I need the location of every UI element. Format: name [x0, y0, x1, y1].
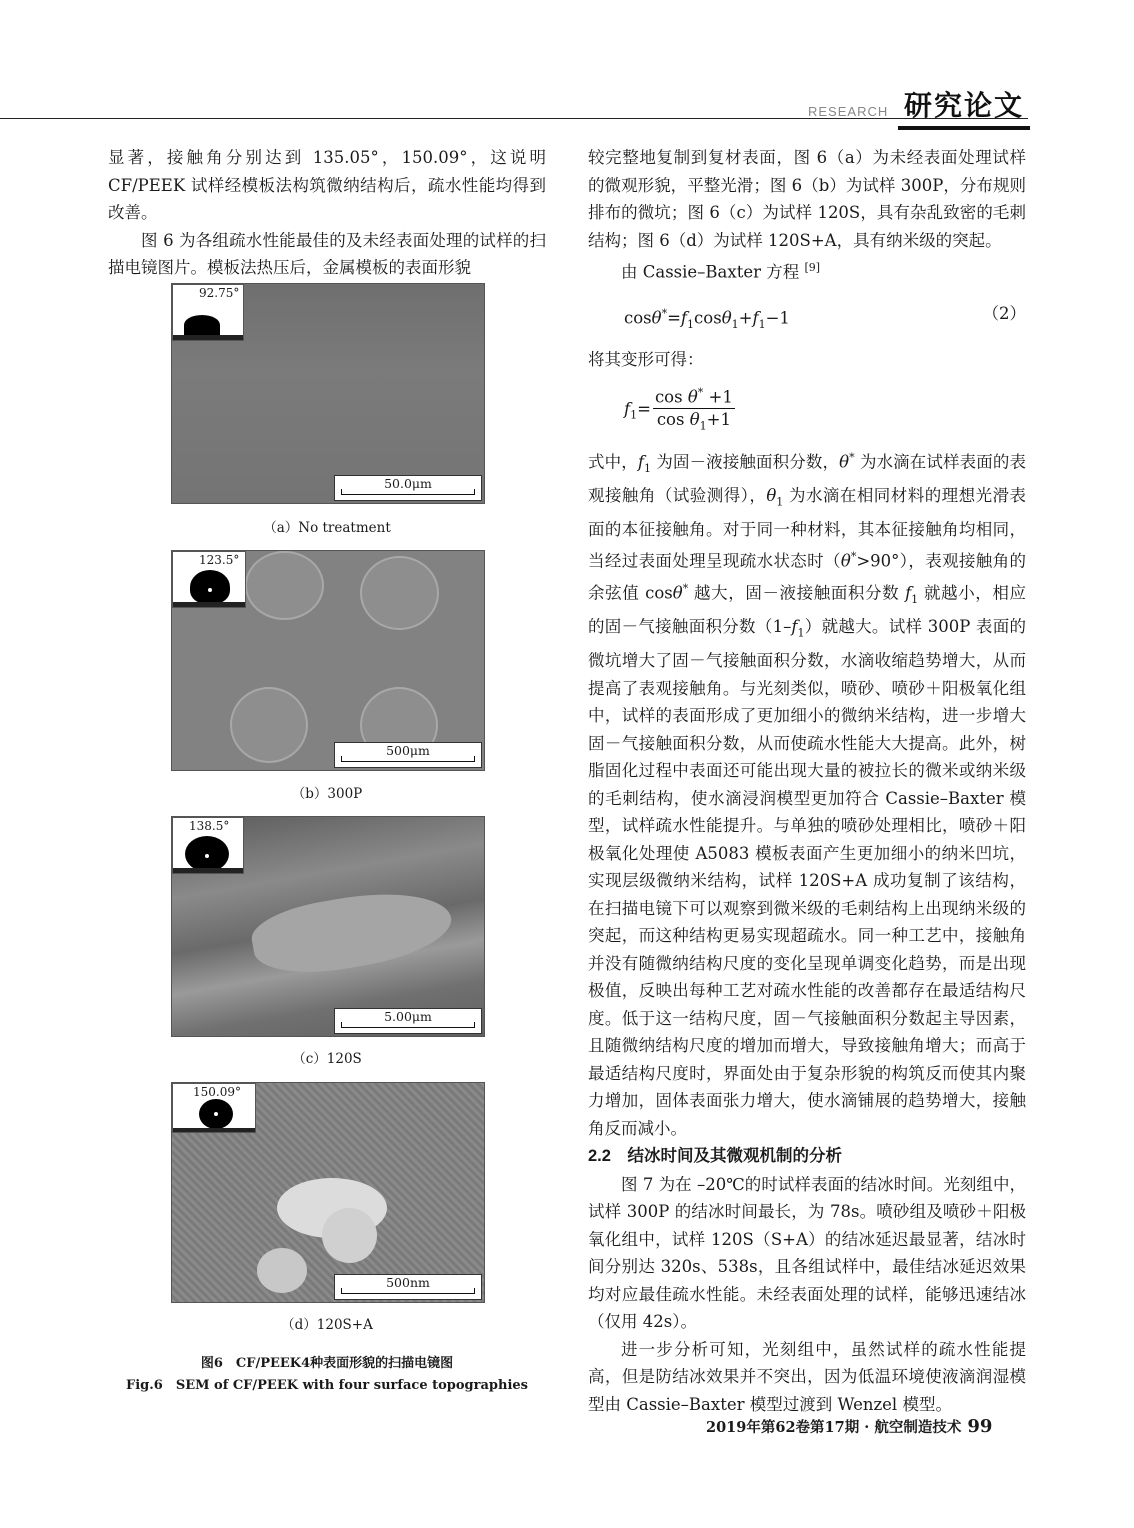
page-number: 99: [967, 1416, 993, 1437]
figure-caption-a: （a）No treatment: [263, 520, 391, 536]
figure-caption-c: （c）120S: [292, 1051, 362, 1067]
left-paragraph-1: 显著，接触角分别达到 135.05°，150.09°，这说明 CF/PEEK 试样经模板法构筑微纳结构后，疏水性能均得到改善。: [108, 148, 546, 222]
equation-f1: $f_1=$ $\frac{\cos \theta^* +1}{\cos \theta_1+1}$: [624, 382, 1026, 438]
right-paragraph-2: 由 Cassie–Baxter 方程 [9]: [621, 261, 821, 282]
contact-angle-b: 123.5°: [199, 553, 240, 567]
figure-caption-d: （d）120S+A: [281, 1317, 373, 1333]
right-paragraph-5: 图 7 为在 –20℃的时试样表面的结冰时间。光刻组中，试样 300P 的结冰时间最长，为 78s。喷砂组及喷砂＋阳极氧化组中，试样 120S（S+A）的结冰延迟最显著，结冰时间分别达 320s、538s，且各组试样中，最佳结冰延迟效果均对应最佳疏水性能。未经表面处理的试样，能够迅速结冰（仅用 42s）。: [588, 1174, 1026, 1332]
substrate-line: [173, 1128, 255, 1132]
contact-angle-inset-c: [172, 817, 244, 874]
figure-caption-en: Fig.6 SEM of CF/PEEK with four surface topographies: [126, 1378, 528, 1393]
scale-bar-c: 5.00μm: [334, 1008, 482, 1034]
equation-number: （2）: [982, 304, 1026, 323]
right-paragraph-6: 进一步分析可知，光刻组中，虽然试样的疏水性能提高，但是防结冰效果并不突出，因为低温环境使液滴润湿模型由 Cassie–Baxter 模型过渡到 Wenzel 模型。: [588, 1339, 1026, 1414]
right-column: [588, 144, 1026, 1418]
right-paragraph-4: 式中，$f_1$ 为固－液接触面积分数，θ* 为水滴在试样表面的表观接触角（试验测得），$\theta_1$ 为水滴在相同材料的理想光滑表面的本征接触角。对于同一种材料，其本征接触角均相同，当经过表面处理呈现疏水状态时（θ*>90°），表观接触角的余弦值 cosθ* 越大，固－液接触面积分数 $f_1$ 就越小，相应的固－气接触面积分数$(1-f_1)$就越大。试样 300P 表面的微坑增大了固－气接触面积分数，水滴收缩趋势增大，从而提高了表观接触角。与光刻类似，喷砂、喷砂＋阳极氧化组中，试样的表面形成了更加细小的微纳米结构，进一步增大固－气接触面积分数，从而使疏水性能大大提高。此外，树脂固化过程中表面还可能出现大量的被拉长的微米或纳米级的毛刺结构，使水滴浸润模型更加符合 Cassie–Baxter 模型，试样疏水性能提升。与单独的喷砂处理相比，喷砂＋阳极氧化处理使 A5083 模板表面产生更加细小的纳米凹坑，实现层级微纳米结构，试样 120S+A 成功复制了该结构，在扫描电镜下可以观察到微米级的毛刺结构上出现纳米级的突起，而这种结构更易实现超疏水。同一种工艺中，接触角并没有随微纳结构尺度的变化呈现单调变化趋势，而是出现极值，反映出每种工艺对疏水性能的改善都存在最适结构尺度。低于这一结构尺度，固－气接触面积分数起主导因素，且随微纳结构尺度的增加而增大，导致接触角增大；而高于最适结构尺度时，界面处由于复杂形貌的构筑反而使其内聚力增加，固体表面张力增大，使水滴铺展的趋势增大，接触角反而减小。: [588, 450, 1027, 1138]
droplet-highlight: [214, 1112, 218, 1116]
right-paragraph-3: 将其变形可得：: [588, 350, 704, 370]
contact-angle-inset-d: [172, 1083, 256, 1133]
equation-2: $\cos\theta^*=f_1\cos\theta_1+f_1-1$ （2）: [624, 300, 1026, 338]
sem-image-b: [171, 550, 485, 771]
scale-bar-d: 500nm: [334, 1274, 482, 1300]
section-heading: 2.2 结冰时间及其微观机制的分析: [588, 1147, 842, 1166]
left-column: [108, 144, 546, 282]
left-paragraph-2: 图 6 为各组疏水性能最佳的及未经表面处理的试样的扫描电镜图片。模板法热压后，金属模板的表面形貌: [108, 230, 546, 277]
droplet-icon: [190, 570, 230, 604]
substrate-line: [173, 602, 245, 607]
micro-pit: [245, 551, 324, 620]
burr-structure: [247, 880, 456, 984]
citation-ref: [9]: [804, 261, 821, 274]
header-title: 研究论文: [898, 84, 1030, 130]
contact-angle-a: 92.75°: [199, 286, 240, 300]
nano-protrusion: [322, 1208, 377, 1263]
scale-bar-a: 50.0μm: [334, 475, 482, 501]
sem-image-d: [171, 1082, 485, 1303]
nano-protrusion: [257, 1248, 307, 1293]
scale-bar-b: 500μm: [334, 742, 482, 768]
droplet-highlight: [208, 588, 212, 592]
contact-angle-inset-b: [172, 551, 246, 608]
contact-angle-d: 150.09°: [193, 1085, 241, 1099]
micro-pit: [360, 556, 439, 630]
page-footer: [706, 1416, 992, 1437]
substrate-line: [173, 868, 243, 873]
figure-caption-cn: 图6 CF/PEEK4种表面形貌的扫描电镜图: [200, 1356, 454, 1371]
header-research: RESEARCH: [808, 104, 889, 119]
journal-info: 2019年第62卷第17期 · 航空制造技术: [706, 1419, 962, 1436]
contact-angle-c: 138.5°: [189, 819, 230, 833]
figure-caption-b: （b）300P: [291, 786, 363, 802]
droplet-highlight: [205, 854, 209, 858]
substrate-line: [173, 335, 243, 340]
micro-pit: [230, 687, 308, 763]
contact-angle-inset-a: [172, 284, 244, 341]
sem-image-a: [171, 283, 485, 504]
sem-image-c: [171, 816, 485, 1037]
droplet-icon: [184, 315, 220, 335]
right-paragraph-1: 较完整地复制到复材表面，图 6（a）为未经表面处理试样的微观形貌，平整光滑；图 6（b）为试样 300P，分布规则排布的微坑；图 6（c）为试样 120S，具有杂乱致密的毛刺结构；图 6（d）为试样 120S+A，具有纳米级的突起。: [588, 148, 1026, 250]
